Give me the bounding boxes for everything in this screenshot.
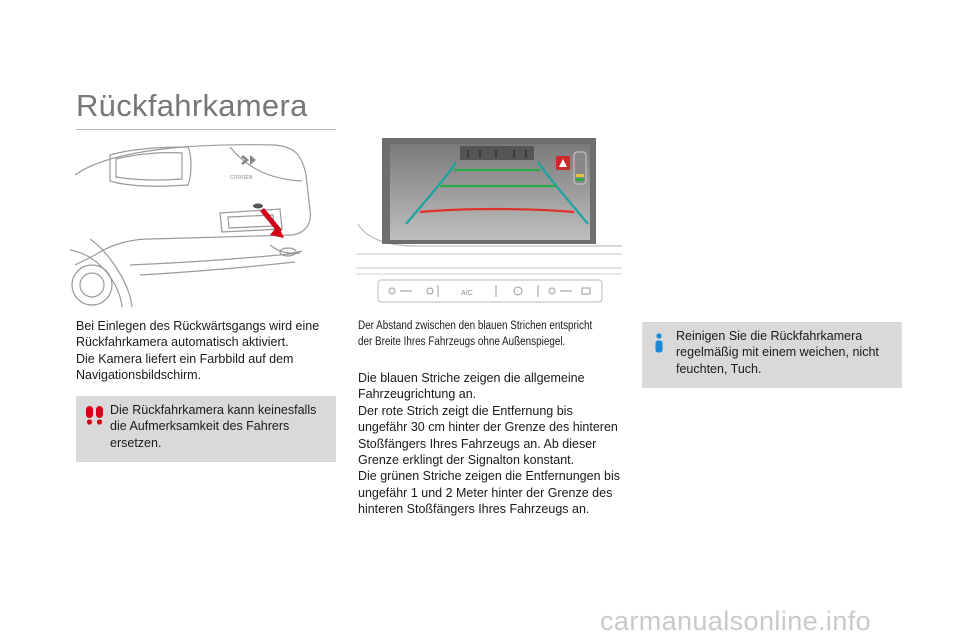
intro-line-4: Navigationsbildschirm. — [76, 368, 202, 383]
body-line-3: Der rote Strich zeigt die Entfernung bis — [358, 403, 573, 418]
body-line-6: Grenze erklingt der Signalton konstant. — [358, 453, 575, 467]
caption-line-1: Der Abstand zwischen den blauen Strichen entspricht — [358, 320, 593, 332]
info-box — [642, 322, 902, 388]
title-divider — [76, 129, 336, 130]
body-line-2: Fahrzeugrichtung an. — [358, 387, 477, 402]
body-line-5: Stoßfängers Ihres Fahrzeugs an. Ab dieser — [358, 436, 597, 451]
caption-line-2: der Breite Ihres Fahrzeugs ohne Außenspiegel. — [358, 336, 566, 349]
intro-line-1: Bei Einlegen des Rückwärtsgangs wird eine — [76, 319, 320, 333]
info-line-2: regelmäßig mit einem weichen, nicht — [676, 345, 879, 360]
body-line-1: Die blauen Striche zeigen die allgemeine — [358, 371, 585, 385]
warning-icon — [84, 405, 106, 425]
warning-line-1: Die Rückfahrkamera kann keinesfalls — [110, 403, 317, 417]
info-line-3: feuchten, Tuch. — [676, 361, 762, 376]
body-line-8: ungefähr 1 und 2 Meter hinter der Grenze des — [358, 485, 613, 500]
ac-button-label: A/C — [461, 290, 473, 297]
info-icon — [652, 333, 666, 353]
body-line-9: hinteren Stoßfängers Ihres Fahrzeugs an. — [358, 502, 590, 517]
camera-display-illustration — [356, 128, 622, 308]
page-title: Rückfahrkamera — [76, 88, 308, 123]
intro-line-3: Die Kamera liefert ein Farbbild auf dem — [76, 351, 294, 366]
watermark: carmanualsonline.info — [600, 606, 872, 636]
info-line-1: Reinigen Sie die Rückfahrkamera — [676, 329, 863, 343]
warning-box — [76, 396, 336, 462]
warning-line-3: ersetzen. — [110, 435, 162, 450]
body-line-4: ungefähr 30 cm hinter der Grenze des hinteren — [358, 420, 618, 435]
warning-line-2: die Aufmerksamkeit des Fahrers — [110, 419, 290, 434]
intro-line-2: Rückfahrkamera automatisch aktiviert. — [76, 335, 289, 350]
car-rear-illustration — [70, 135, 315, 307]
svg-text:CITROËN: CITROËN — [230, 175, 253, 181]
body-line-7: Die grünen Striche zeigen die Entfernungen bis — [358, 469, 620, 484]
